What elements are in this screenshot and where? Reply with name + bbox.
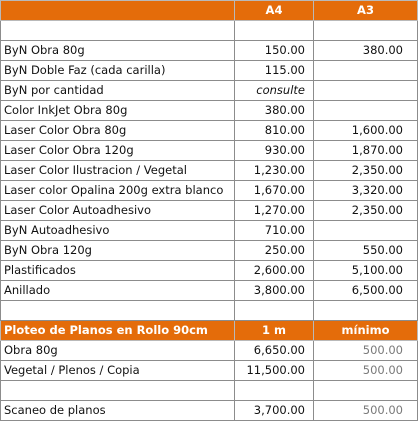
table-row [1,341,418,361]
row-a4: 1,230.00 [235,161,314,181]
row-a3 [314,61,418,81]
row-label: Anillado [1,281,235,301]
row-a4: 930.00 [235,141,314,161]
row-a4: 1,670.00 [235,181,314,201]
table-row [1,241,418,261]
row-label: Laser Color Autoadhesivo [1,201,235,221]
row-a4: 2,600.00 [235,261,314,281]
planos-1m: 11,500.00 [235,361,314,381]
row-a3: 1,600.00 [314,121,418,141]
row-a3: 2,350.00 [314,201,418,221]
row-a3: 2,350.00 [314,161,418,181]
row-label: ByN Obra 80g [1,41,235,61]
table-row [1,201,418,221]
row-label: Laser Color Ilustracion / Vegetal [1,161,235,181]
planos-title: Ploteo de Planos en Rollo 90cm [1,321,235,341]
spacer-row [1,301,418,321]
planos-header-row [1,321,418,341]
table-row [1,281,418,301]
row-a3: 5,100.00 [314,261,418,281]
table-row [1,61,418,81]
table-row [1,181,418,201]
row-a4: 3,800.00 [235,281,314,301]
row-a3: 6,500.00 [314,281,418,301]
row-a3 [314,221,418,241]
planos-min: 500.00 [314,341,418,361]
row-label: Laser Color Obra 120g [1,141,235,161]
table-row [1,101,418,121]
row-label: Laser color Opalina 200g extra blanco [1,181,235,201]
row-a4: 150.00 [235,41,314,61]
row-a4: 250.00 [235,241,314,261]
row-a3: 380.00 [314,41,418,61]
planos-label: Vegetal / Plenos / Copia [1,361,235,381]
row-label: ByN Obra 120g [1,241,235,261]
row-a3: 3,320.00 [314,181,418,201]
table-row [1,401,418,421]
row-label: Color InkJet Obra 80g [1,101,235,121]
row-label: ByN Doble Faz (cada carilla) [1,61,235,81]
spacer-row [1,381,418,401]
row-label: Laser Color Obra 80g [1,121,235,141]
scan-min: 500.00 [314,401,418,421]
row-a4: 710.00 [235,221,314,241]
header-a4: A4 [235,1,314,21]
planos-label: Obra 80g [1,341,235,361]
row-a4: 810.00 [235,121,314,141]
table-row [1,81,418,101]
table-row [1,221,418,241]
table-row [1,121,418,141]
row-a4: 380.00 [235,101,314,121]
row-label: ByN por cantidad [1,81,235,101]
row-a4: consulte [235,81,314,101]
table-row [1,141,418,161]
row-a4: 115.00 [235,61,314,81]
row-a3 [314,81,418,101]
scan-1m: 3,700.00 [235,401,314,421]
spacer-row [1,21,418,41]
header-a3: A3 [314,1,418,21]
row-a4: 1,270.00 [235,201,314,221]
table-row [1,41,418,61]
scan-label: Scaneo de planos [1,401,235,421]
table-row [1,261,418,281]
planos-1m: 6,650.00 [235,341,314,361]
table-row [1,361,418,381]
row-a3: 550.00 [314,241,418,261]
header-row [1,1,418,21]
planos-header-1m: 1 m [235,321,314,341]
table-row [1,161,418,181]
planos-header-min: mínimo [314,321,418,341]
row-a3 [314,101,418,121]
header-blank-cell [1,1,235,21]
row-label: Plastificados [1,261,235,281]
planos-min: 500.00 [314,361,418,381]
row-a3: 1,870.00 [314,141,418,161]
row-label: ByN Autoadhesivo [1,221,235,241]
